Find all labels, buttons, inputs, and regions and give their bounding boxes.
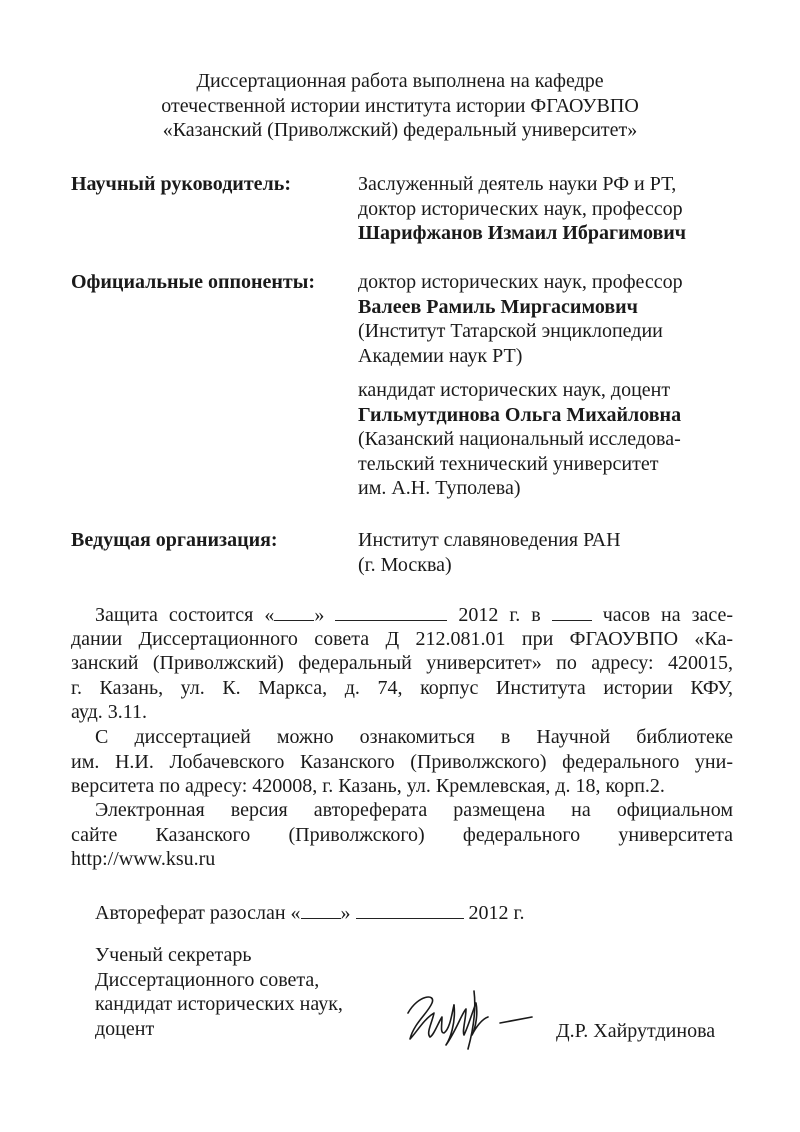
library-line-3: верситета по адресу: 420008, г. Казань, ул. Кремлевская, д. 18, корп.2. <box>71 775 665 797</box>
lead-org-name: Институт славяноведения РАН <box>358 529 621 551</box>
title-line-1: Диссертационная работа выполнена на кафедре <box>196 70 604 92</box>
secretary-name: Д.Р. Хайрутдинова <box>556 1020 716 1042</box>
library-paragraph <box>71 725 733 799</box>
sent-month-blank <box>356 900 464 919</box>
opponent-1-org-2: Академии наук РТ) <box>358 344 523 367</box>
opponent-2-org-1: (Казанский национальный исследова- <box>358 428 681 450</box>
opponent-2-org-2: тельский технический университет <box>358 452 659 475</box>
secretary-line-2: Диссертационного совета, <box>95 968 320 991</box>
lead-org-details <box>358 528 621 577</box>
opponents-label: Официальные оппоненты: <box>71 271 316 293</box>
defense-line-3: занский (Приволжский) федеральный университет» по адресу: 420015, <box>71 652 733 674</box>
electronic-line-1: Электронная версия автореферата размещена на официальном <box>95 799 733 821</box>
defense-line-1: Защита состоится « » 2012 г. в часов на засе- <box>95 604 734 626</box>
defense-line-5: ауд. 3.11. <box>71 701 148 723</box>
month-blank <box>335 602 447 621</box>
defense-paragraph <box>71 602 733 725</box>
sent-day-blank <box>301 900 341 919</box>
hour-blank <box>552 602 592 621</box>
supervisor-title-1: Заслуженный деятель науки РФ и РТ, <box>358 173 677 195</box>
opponent-1 <box>358 270 683 368</box>
opponent-2 <box>358 378 681 501</box>
title-line-2: отечественной истории института истории ФГАОУВПО <box>161 94 639 117</box>
secretary-line-1: Ученый секретарь <box>95 944 252 966</box>
opponent-1-name: Валеев Рамиль Миргасимович <box>358 295 638 318</box>
handwritten-signature <box>402 983 542 1053</box>
supervisor-label: Научный руководитель: <box>71 173 291 195</box>
sent-line: Автореферат разослан « » 2012 г. <box>95 902 525 924</box>
title-block <box>0 69 800 143</box>
library-line-2: им. Н.И. Лобачевского Казанского (Приволжского) федерального уни- <box>71 750 733 773</box>
opponent-2-name: Гильмутдинова Ольга Михайловна <box>358 403 682 426</box>
opponent-1-title: доктор исторических наук, профессор <box>358 271 683 293</box>
day-blank <box>274 602 314 621</box>
defense-line-4: г. Казань, ул. К. Маркса, д. 74, корпус Института истории КФУ, <box>71 676 733 699</box>
supervisor-title-2: доктор исторических наук, профессор <box>358 197 683 220</box>
library-line-1: С диссертацией можно ознакомиться в Научной библиотеке <box>95 726 733 748</box>
opponent-2-title: кандидат исторических наук, доцент <box>358 379 671 401</box>
lead-org-city: (г. Москва) <box>358 553 452 576</box>
title-line-3: «Казанский (Приволжский) федеральный университет» <box>162 119 638 141</box>
website-link[interactable]: http://www.ksu.ru <box>71 848 216 870</box>
opponent-2-org-3: им. А.Н. Туполева) <box>358 477 521 499</box>
secretary-line-4: доцент <box>95 1017 155 1040</box>
electronic-line-2: сайте Казанского (Приволжского) федерального университета <box>71 823 733 846</box>
opponent-1-org-1: (Институт Татарской энциклопедии <box>358 320 663 342</box>
secretary-line-3: кандидат исторических наук, <box>95 993 343 1015</box>
supervisor-name: Шарифжанов Измаил Ибрагимович <box>358 222 687 244</box>
lead-org-label: Ведущая организация: <box>71 529 278 551</box>
secretary-block <box>95 943 343 1041</box>
supervisor-details <box>358 172 686 246</box>
defense-line-2: дании Диссертационного совета Д 212.081.01 при ФГАОУВПО «Ка- <box>71 627 733 650</box>
electronic-paragraph <box>71 798 733 872</box>
